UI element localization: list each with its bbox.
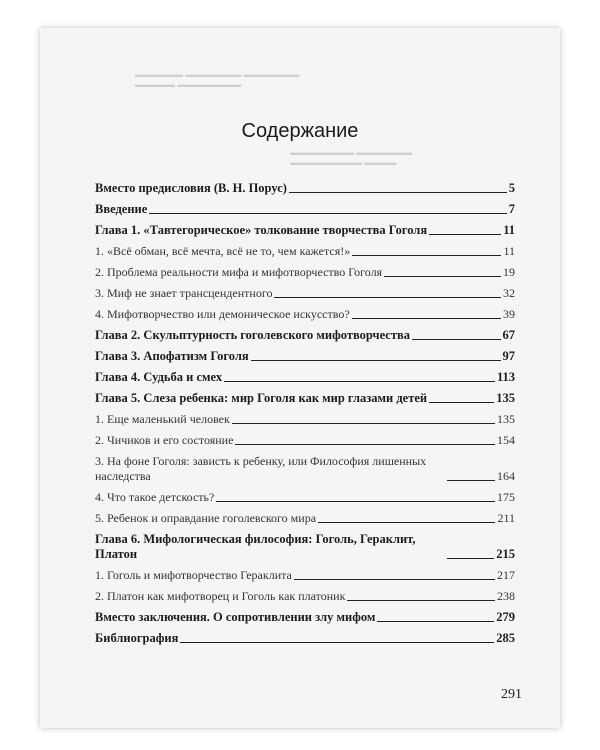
toc-entry-page: 164 (497, 469, 515, 483)
toc-entry (95, 562, 515, 583)
leader-line (447, 558, 494, 559)
toc-entry-label: 1. Гоголь и мифотворчество Гераклита (95, 568, 292, 582)
bleed-through-text: ▬▬▬▬▬▬▬▬ ▬▬▬▬▬▬▬ ▬▬▬▬▬▬▬▬▬ ▬▬▬▬ (290, 148, 413, 168)
leader-line (447, 480, 495, 481)
toc-entry-label: 3. На фоне Гоголя: зависть к ребенку, или Философия лишенных наследства (95, 454, 427, 483)
toc-entry-label: 4. Мифотворчество или демоническое искусство? (95, 307, 350, 321)
toc-entry (95, 322, 515, 343)
toc-entry-page: 5 (508, 181, 515, 195)
toc-entry-page: 97 (502, 349, 515, 363)
toc-entry (95, 604, 515, 625)
toc-entry-page: 211 (497, 511, 515, 525)
toc-entry-page: 67 (502, 328, 515, 342)
toc-entry-label: Библиография (95, 631, 179, 645)
leader-line (149, 213, 506, 214)
toc-entry-page: 113 (496, 370, 515, 384)
toc-entry-page: 215 (496, 547, 515, 561)
toc-entry (95, 343, 515, 364)
toc-entry-label: Глава 2. Скульптурность гоголевского мифотворчества (95, 328, 410, 342)
toc-entry-label: 2. Платон как мифотворец и Гоголь как платоник (95, 589, 346, 603)
page-title: Содержание (241, 120, 359, 142)
toc-entry-label: 1. «Всё обман, всё мечта, всё не то, чем кажется!» (95, 244, 351, 258)
toc-entry-page: 11 (503, 223, 515, 237)
toc-entry-label: Вместо предисловия (В. Н. Порус) (95, 181, 287, 195)
toc-entry (95, 364, 515, 385)
toc-entry-page: 154 (497, 433, 515, 447)
toc-entry-page: 135 (496, 391, 515, 405)
toc-entry-page: 32 (503, 286, 515, 300)
toc-entry-label: Глава 1. «Тавтегорическое» толкование творчества Гоголя (95, 223, 428, 237)
toc-entry (95, 406, 515, 427)
leader-line (412, 339, 501, 340)
leader-line (274, 297, 501, 298)
toc-entry-page: 7 (508, 202, 515, 216)
toc-entry-label: 1. Еще маленький человек (95, 412, 230, 426)
leader-line (232, 423, 495, 424)
toc-entry-page: 175 (497, 490, 515, 504)
toc-entry (95, 448, 515, 484)
leader-line (352, 255, 501, 256)
toc-entry (95, 175, 515, 196)
toc-entry (95, 505, 515, 526)
table-of-contents (95, 175, 515, 646)
toc-entry (95, 259, 515, 280)
toc-entry-label: 2. Чичиков и его состояние (95, 433, 234, 447)
leader-line (224, 381, 495, 382)
page-number: 291 (501, 687, 522, 702)
toc-entry (95, 301, 515, 322)
leader-line (251, 360, 501, 361)
toc-entry-label: Глава 5. Слеза ребенка: мир Гоголя как мир глазами детей (95, 391, 428, 405)
leader-line (429, 234, 501, 235)
toc-entry (95, 217, 515, 238)
toc-entry-label: 2. Проблема реальности мифа и мифотворчество Гоголя (95, 265, 383, 279)
toc-entry-label: Вместо заключения. О сопротивлении злу мифом (95, 610, 376, 624)
toc-entry (95, 196, 515, 217)
toc-entry-label: 4. Что такое детскость? (95, 490, 215, 504)
leader-line (429, 402, 494, 403)
leader-line (318, 522, 495, 523)
leader-line (294, 579, 495, 580)
toc-entry-label: 5. Ребенок и оправдание гоголевского мира (95, 511, 317, 525)
toc-entry-page: 11 (503, 244, 515, 258)
toc-entry-page: 279 (496, 610, 515, 624)
toc-entry-page: 217 (497, 568, 515, 582)
bleed-through-text: ▬▬▬▬▬▬ ▬▬▬▬▬▬▬ ▬▬▬▬▬▬▬ ▬▬▬▬▬ ▬▬▬▬▬▬▬▬ (135, 70, 300, 90)
toc-entry-label: Глава 6. Мифологическая философия: Гоголь, Гераклит, Платон (95, 532, 416, 561)
toc-entry-page: 39 (503, 307, 515, 321)
toc-entry (95, 385, 515, 406)
leader-line (289, 192, 507, 193)
toc-entry (95, 625, 515, 646)
toc-entry (95, 526, 515, 562)
toc-entry (95, 484, 515, 505)
leader-line (235, 444, 495, 445)
leader-line (384, 276, 501, 277)
leader-line (377, 621, 494, 622)
toc-entry-label: Введение (95, 202, 148, 216)
toc-entry-page: 19 (503, 265, 515, 279)
book-page (40, 28, 560, 728)
toc-entry (95, 280, 515, 301)
toc-entry (95, 583, 515, 604)
toc-entry-page: 135 (497, 412, 515, 426)
leader-line (216, 501, 495, 502)
toc-entry (95, 238, 515, 259)
leader-line (347, 600, 495, 601)
toc-entry-page: 238 (497, 589, 515, 603)
toc-entry-label: Глава 3. Апофатизм Гоголя (95, 349, 249, 363)
leader-line (352, 318, 501, 319)
leader-line (180, 642, 494, 643)
toc-entry (95, 427, 515, 448)
toc-entry-label: Глава 4. Судьба и смех (95, 370, 223, 384)
toc-entry-label: 3. Миф не знает трансцендентного (95, 286, 273, 300)
toc-entry-page: 285 (496, 631, 515, 645)
